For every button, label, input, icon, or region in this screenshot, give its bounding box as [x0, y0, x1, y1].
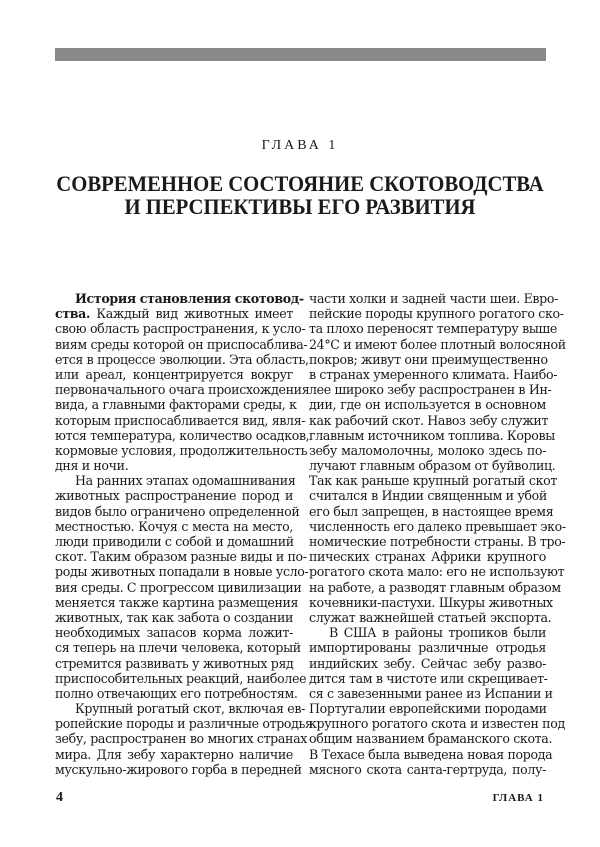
line-text: животных, так как забота о создании: [55, 609, 294, 625]
text-line: [309, 671, 546, 686]
line-text: В Техасе была выведена новая порода: [309, 746, 553, 762]
line-text: меняется также картина размещения: [55, 594, 299, 610]
text-line: [55, 716, 313, 732]
text-line: [55, 640, 301, 656]
line-text: необходимых запасов корма ложит-: [55, 625, 293, 641]
title-line: И ПЕРСПЕКТИВЫ ЕГО РАЗВИТИЯ: [124, 194, 476, 219]
text-line: [309, 352, 546, 367]
line-text: люди приводили с собой и домашний: [55, 534, 294, 549]
line-text: которым приспосабливается вид, явля-: [55, 412, 306, 428]
text-line: [55, 747, 293, 762]
line-text: вия среды. С прогрессом цивилизации: [55, 579, 302, 595]
text-line: [309, 685, 553, 701]
text-line: [55, 473, 296, 489]
text-line: [309, 412, 549, 428]
text-line: [309, 549, 546, 564]
text-line: [309, 609, 552, 625]
line-text: первоначального очага происхождения: [55, 382, 310, 398]
line-text: считался в Индии священным и убой: [309, 488, 547, 504]
line-text: в странах умеренного климата. Наибо-: [309, 366, 558, 382]
line-text: Португалии европейскими породами: [309, 701, 547, 717]
paragraph: [55, 291, 310, 474]
line-text: или ареал, концентрируется вокруг: [55, 366, 293, 382]
lead-in-heading: ства.: [55, 306, 91, 322]
text-line: [55, 321, 306, 337]
text-line: [55, 382, 310, 398]
line-text: мускульно-жирового горба в передней: [55, 761, 302, 777]
text-line: [309, 701, 546, 716]
line-text: зебу маломолочны, молоко здесь по-: [309, 442, 546, 458]
line-text: как рабочий скот. Навоз зебу служит: [309, 412, 549, 428]
line-text: кормовые условия, продолжительность: [55, 442, 308, 458]
text-line: [309, 625, 546, 640]
text-line: [55, 367, 293, 382]
line-text: мира. Для зебу характерно наличие: [55, 746, 293, 762]
line-text: численность его далеко превышает эко-: [309, 518, 566, 534]
text-line: [309, 579, 561, 595]
text-line: [55, 306, 293, 321]
line-text: покров; живут они преимущественно: [309, 351, 548, 367]
paragraph: [309, 291, 566, 625]
text-line: [55, 412, 306, 428]
line-text: дня и ночи.: [55, 458, 129, 474]
text-line: [55, 685, 298, 701]
text-line: [309, 518, 566, 534]
text-line: [55, 594, 299, 610]
text-line: [55, 503, 300, 519]
title-line: СОВРЕМЕННОЕ СОСТОЯНИЕ СКОТОВОДСТВА: [56, 171, 544, 196]
text-line: [309, 321, 557, 337]
text-line: [55, 336, 308, 352]
text-line: [309, 291, 559, 306]
line-text: Крупный рогатый скот, включая ев-: [75, 701, 306, 717]
line-text: служат важнейшей статьей экспорта.: [309, 609, 552, 625]
line-text: ропейские породы и различные отродья: [55, 716, 313, 732]
text-line: [309, 534, 566, 549]
text-line: [309, 397, 546, 412]
text-line: [309, 762, 546, 777]
text-line: [309, 503, 554, 519]
line-text: местностью. Кочуя с места на место,: [55, 518, 293, 534]
line-text: ется в процессе эволюции. Эта область,: [55, 351, 309, 367]
running-head: ГЛАВА 1: [492, 792, 544, 804]
line-text: импортированы различные отродья: [309, 640, 546, 656]
line-text: ся теперь на плечи человека, который: [55, 640, 301, 656]
paragraph: [55, 701, 313, 777]
text-line: [309, 427, 555, 443]
paragraph: [55, 473, 309, 701]
text-line: [55, 564, 309, 580]
line-text: индийских зебу. Сейчас зебу разво-: [309, 655, 546, 671]
text-line: [309, 366, 558, 382]
line-text: лучают главным образом от буйволиц.: [309, 458, 556, 474]
line-text: кочевники-пастухи. Шкуры животных: [309, 594, 553, 610]
line-text: видов было ограничено определенной: [55, 503, 300, 519]
text-line: [309, 640, 546, 655]
text-line: [55, 656, 293, 671]
line-text: главным источником топлива. Коровы: [309, 427, 555, 443]
line-text: пейские породы крупного рогатого ско-: [309, 306, 564, 322]
text-line: [55, 625, 293, 640]
chapter-title: [24, 172, 576, 218]
line-text: крупного рогатого скота и известен под: [309, 716, 565, 732]
text-line: [309, 473, 557, 489]
text-line: [309, 336, 566, 352]
paragraph: [309, 625, 565, 777]
text-line: [309, 564, 565, 580]
line-text: на работе, а разводят главным образом: [309, 579, 561, 595]
header-rule: [55, 48, 546, 61]
line-text: номические потребности страны. В тро-: [309, 534, 566, 549]
line-text: виям среды которой он приспосаблива-: [55, 336, 308, 352]
line-text: стремится развивать у животных ряд: [55, 655, 294, 671]
line-text: общим названием браманского скота.: [309, 731, 553, 747]
line-text: части холки и задней части шеи. Евро-: [309, 291, 559, 306]
line-text: вида, а главными факторами среды, к: [55, 397, 297, 413]
text-line: [55, 610, 293, 625]
text-line: [55, 701, 306, 717]
line-text: его был запрещен, в настоящее время: [309, 503, 554, 519]
text-line: [309, 594, 553, 610]
text-line: [55, 397, 297, 413]
text-line: [55, 761, 302, 777]
line-text: ся с завезенными ранее из Испании и: [309, 685, 553, 701]
text-line: [309, 716, 565, 732]
line-text: та плохо переносят температуру выше: [309, 321, 557, 337]
text-line: [309, 443, 546, 458]
line-text: мясного скота санта-гертруда, полу-: [309, 761, 546, 777]
line-text: полно отвечающих его потребностям.: [55, 685, 298, 701]
text-line: [55, 534, 293, 549]
line-text: В США в районы тропиков были: [329, 625, 546, 641]
line-text: На ранних этапах одомашнивания: [75, 473, 296, 489]
text-line: [309, 306, 564, 322]
text-line: [55, 458, 293, 473]
text-line: [55, 579, 302, 595]
line-text: зебу, распространен во многих странах: [55, 731, 308, 747]
text-line: [309, 731, 553, 747]
text-line: [55, 488, 293, 503]
text-line: [309, 458, 556, 474]
text-line: [55, 670, 307, 686]
line-text: животных распространение пород и: [55, 488, 293, 504]
left-column: [55, 291, 313, 777]
line-text: 24°C и имеют более плотный волосяной: [309, 336, 566, 352]
line-text: скот. Таким образом разные виды и по-: [55, 549, 307, 565]
text-line: [55, 731, 308, 747]
line-text: рогатого скота мало: его не используют: [309, 564, 565, 580]
line-text: лее широко зебу распространен в Ин-: [309, 382, 552, 398]
lead-in-heading: История становления скотовод-: [75, 291, 304, 306]
text-line: [55, 549, 307, 565]
line-text: роды животных попадали в новые усло-: [55, 564, 309, 580]
line-text: дится там в чистоте или скрещивает-: [309, 670, 548, 686]
line-text: Каждый вид животных имеет: [90, 306, 293, 322]
line-text: дии, где он используется в основном: [309, 397, 546, 413]
line-text: приспособительных реакций, наиболее: [55, 670, 307, 686]
line-text: ются температура, количество осадков,: [55, 427, 310, 443]
page-number: 4: [56, 790, 63, 805]
chapter-label: ГЛАВА 1: [261, 138, 339, 153]
line-text: Так как раньше крупный рогатый скот: [309, 473, 557, 489]
text-line: [309, 656, 546, 671]
text-line: [55, 519, 293, 534]
text-line: [309, 746, 553, 762]
text-line: [55, 442, 308, 458]
text-line: [55, 427, 310, 443]
text-line: [55, 291, 304, 306]
text-line: [309, 382, 552, 398]
right-column: [309, 291, 566, 777]
line-text: свою область распространения, к усло-: [55, 321, 306, 337]
text-line: [55, 351, 309, 367]
text-line: [309, 488, 546, 503]
line-text: пических странах Африки крупного: [309, 549, 546, 565]
